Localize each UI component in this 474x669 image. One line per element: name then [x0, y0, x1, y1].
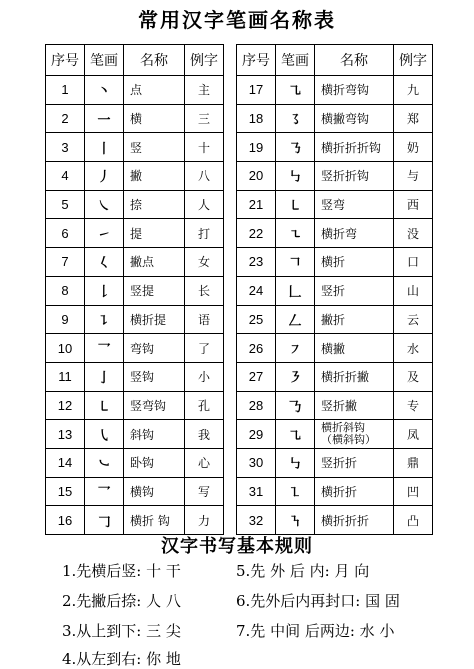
table-row — [46, 391, 224, 420]
table-row — [237, 133, 433, 162]
stroke-number: 31 — [237, 477, 276, 506]
stroke-glyph: ㇏ — [85, 190, 124, 219]
table-row — [237, 76, 433, 105]
rule-item: 5.先 外 后 内: 月 向 — [236, 562, 370, 580]
stroke-glyph: 𡿨 — [85, 248, 124, 277]
header-example: 例字 — [185, 45, 224, 76]
stroke-glyph: 乛 — [85, 477, 124, 506]
table-row — [237, 219, 433, 248]
stroke-name: 横折斜钩 （横斜钩） — [315, 420, 394, 449]
table-row — [46, 506, 224, 535]
rule-item: 4.从左到右: 你 地 — [62, 650, 181, 668]
stroke-number: 3 — [46, 133, 85, 162]
stroke-number: 18 — [237, 104, 276, 133]
stroke-number: 13 — [46, 420, 85, 449]
stroke-number: 9 — [46, 305, 85, 334]
rule-item: 1.先横后竖: 十 干 — [62, 562, 181, 580]
stroke-name: 竖折 — [315, 276, 394, 305]
stroke-name: 横撇 — [315, 334, 394, 363]
stroke-glyph: ㇉ — [276, 448, 315, 477]
rule-item: 2.先撇后捺: 人 八 — [62, 592, 181, 610]
table-row — [46, 76, 224, 105]
stroke-number: 6 — [46, 219, 85, 248]
table-row — [46, 334, 224, 363]
stroke-name: 提 — [124, 219, 185, 248]
example-char: 九 — [394, 76, 433, 105]
stroke-name: 横折折折钩 — [315, 133, 394, 162]
stroke-number: 17 — [237, 76, 276, 105]
table-row — [237, 104, 433, 133]
table-row — [237, 420, 433, 449]
example-char: 及 — [394, 362, 433, 391]
stroke-number: 32 — [237, 506, 276, 535]
stroke-glyph: ㇍ — [276, 219, 315, 248]
stroke-name: 横钩 — [124, 477, 185, 506]
stroke-glyph: ㇄ — [276, 190, 315, 219]
stroke-number: 14 — [46, 448, 85, 477]
stroke-number: 28 — [237, 391, 276, 420]
stroke-name: 横折 — [315, 248, 394, 277]
example-char: 口 — [394, 248, 433, 277]
stroke-number: 4 — [46, 162, 85, 191]
table-row — [46, 104, 224, 133]
table-row — [237, 391, 433, 420]
example-char: 凸 — [394, 506, 433, 535]
stroke-glyph: 𠃌 — [85, 506, 124, 535]
example-char: 主 — [185, 76, 224, 105]
stroke-number: 20 — [237, 162, 276, 191]
table-row — [237, 276, 433, 305]
stroke-name: 横折折折 — [315, 506, 394, 535]
stroke-name: 横折提 — [124, 305, 185, 334]
stroke-glyph: 𠄎 — [276, 391, 315, 420]
stroke-name: 撇点 — [124, 248, 185, 277]
example-char: 长 — [185, 276, 224, 305]
example-char: 西 — [394, 190, 433, 219]
stroke-glyph: ㇉ — [276, 162, 315, 191]
stroke-name: 竖弯 — [315, 190, 394, 219]
stroke-number: 23 — [237, 248, 276, 277]
stroke-glyph: 丿 — [85, 162, 124, 191]
stroke-number: 12 — [46, 391, 85, 420]
table-row — [237, 248, 433, 277]
example-char: 与 — [394, 162, 433, 191]
stroke-glyph: ㇃ — [85, 448, 124, 477]
stroke-table-left — [45, 44, 224, 535]
header-number: 序号 — [46, 45, 85, 76]
example-char: 奶 — [394, 133, 433, 162]
stroke-table-right — [236, 44, 433, 535]
example-char: 专 — [394, 391, 433, 420]
table-row — [237, 305, 433, 334]
stroke-glyph: ㇅ — [276, 477, 315, 506]
stroke-number: 16 — [46, 506, 85, 535]
example-char: 心 — [185, 448, 224, 477]
table-row — [46, 248, 224, 277]
example-char: 水 — [394, 334, 433, 363]
stroke-name: 横折折撇 — [315, 362, 394, 391]
stroke-glyph: 丨 — [85, 133, 124, 162]
rule-item: 3.从上到下: 三 尖 — [62, 622, 181, 640]
stroke-number: 10 — [46, 334, 85, 363]
header-stroke: 笔画 — [85, 45, 124, 76]
stroke-glyph: ㇈ — [276, 420, 315, 449]
table-row — [237, 448, 433, 477]
example-char: 语 — [185, 305, 224, 334]
example-char: 鼎 — [394, 448, 433, 477]
stroke-glyph: 亅 — [85, 362, 124, 391]
stroke-name: 竖弯钩 — [124, 391, 185, 420]
example-char: 小 — [185, 362, 224, 391]
example-char: 女 — [185, 248, 224, 277]
stroke-glyph: 𠃋 — [276, 305, 315, 334]
table-row — [46, 362, 224, 391]
stroke-number: 26 — [237, 334, 276, 363]
example-char: 三 — [185, 104, 224, 133]
table-row — [46, 133, 224, 162]
stroke-number: 29 — [237, 420, 276, 449]
stroke-glyph: ㇂ — [85, 420, 124, 449]
table-row — [46, 162, 224, 191]
stroke-number: 19 — [237, 133, 276, 162]
stroke-name: 横 — [124, 104, 185, 133]
rule-item: 6.先外后内再封口: 国 固 — [236, 592, 400, 610]
stroke-name: 竖 — [124, 133, 185, 162]
stroke-glyph: 乛 — [85, 334, 124, 363]
stroke-number: 2 — [46, 104, 85, 133]
stroke-glyph: ㇄ — [85, 391, 124, 420]
stroke-number: 15 — [46, 477, 85, 506]
example-char: 孔 — [185, 391, 224, 420]
table-row — [46, 448, 224, 477]
stroke-number: 25 — [237, 305, 276, 334]
example-char: 山 — [394, 276, 433, 305]
example-char: 人 — [185, 190, 224, 219]
stroke-name: 横折弯钩 — [315, 76, 394, 105]
stroke-glyph: ㇈ — [276, 76, 315, 105]
stroke-name: 竖折折钩 — [315, 162, 394, 191]
stroke-name: 点 — [124, 76, 185, 105]
stroke-number: 11 — [46, 362, 85, 391]
example-char: 了 — [185, 334, 224, 363]
table-row — [237, 477, 433, 506]
stroke-name: 撇 — [124, 162, 185, 191]
stroke-name: 弯钩 — [124, 334, 185, 363]
table-row — [237, 334, 433, 363]
stroke-glyph: ㇀ — [85, 219, 124, 248]
table-header-row — [46, 45, 224, 76]
example-char: 十 — [185, 133, 224, 162]
example-char: 没 — [394, 219, 433, 248]
stroke-name: 横折折 — [315, 477, 394, 506]
example-char: 打 — [185, 219, 224, 248]
table-row — [237, 162, 433, 191]
stroke-glyph: 𠄌 — [85, 276, 124, 305]
stroke-name: 横折 钩 — [124, 506, 185, 535]
stroke-number: 21 — [237, 190, 276, 219]
stroke-name: 斜钩 — [124, 420, 185, 449]
header-name: 名称 — [315, 45, 394, 76]
example-char: 云 — [394, 305, 433, 334]
example-char: 凤 — [394, 420, 433, 449]
rules-title: 汉字书写基本规则 — [161, 536, 313, 557]
table-row — [237, 190, 433, 219]
table-row — [237, 506, 433, 535]
stroke-number: 22 — [237, 219, 276, 248]
stroke-glyph: ㇇ — [276, 334, 315, 363]
header-name: 名称 — [124, 45, 185, 76]
example-char: 写 — [185, 477, 224, 506]
stroke-number: 30 — [237, 448, 276, 477]
header-number: 序号 — [237, 45, 276, 76]
example-char: 八 — [185, 162, 224, 191]
stroke-name: 竖折撇 — [315, 391, 394, 420]
table-row — [46, 219, 224, 248]
stroke-glyph: 丶 — [85, 76, 124, 105]
rule-item: 7.先 中间 后两边: 水 小 — [236, 622, 395, 640]
stroke-glyph: ㇋ — [276, 362, 315, 391]
example-char: 凹 — [394, 477, 433, 506]
stroke-glyph: ㇊ — [85, 305, 124, 334]
table-row — [46, 190, 224, 219]
page-title: 常用汉字笔画名称表 — [138, 8, 336, 32]
stroke-glyph: ㇌ — [276, 104, 315, 133]
stroke-number: 24 — [237, 276, 276, 305]
stroke-name: 卧钩 — [124, 448, 185, 477]
stroke-name: 捺 — [124, 190, 185, 219]
example-char: 郑 — [394, 104, 433, 133]
table-row — [46, 305, 224, 334]
stroke-number: 1 — [46, 76, 85, 105]
stroke-number: 5 — [46, 190, 85, 219]
stroke-glyph: 𠃊 — [276, 276, 315, 305]
stroke-glyph: ㇡ — [276, 133, 315, 162]
table-header-row — [237, 45, 433, 76]
stroke-name: 竖折折 — [315, 448, 394, 477]
example-char: 力 — [185, 506, 224, 535]
example-char: 我 — [185, 420, 224, 449]
stroke-glyph: 一 — [85, 104, 124, 133]
table-row — [46, 477, 224, 506]
stroke-glyph: 𠃍 — [276, 248, 315, 277]
stroke-number: 7 — [46, 248, 85, 277]
stroke-name: 竖提 — [124, 276, 185, 305]
table-row — [46, 276, 224, 305]
stroke-name: 横撇弯钩 — [315, 104, 394, 133]
header-example: 例字 — [394, 45, 433, 76]
table-row — [237, 362, 433, 391]
stroke-name: 撇折 — [315, 305, 394, 334]
stroke-number: 27 — [237, 362, 276, 391]
stroke-glyph: ㇎ — [276, 506, 315, 535]
stroke-name: 横折弯 — [315, 219, 394, 248]
header-stroke: 笔画 — [276, 45, 315, 76]
stroke-name: 竖钩 — [124, 362, 185, 391]
table-row — [46, 420, 224, 449]
stroke-number: 8 — [46, 276, 85, 305]
